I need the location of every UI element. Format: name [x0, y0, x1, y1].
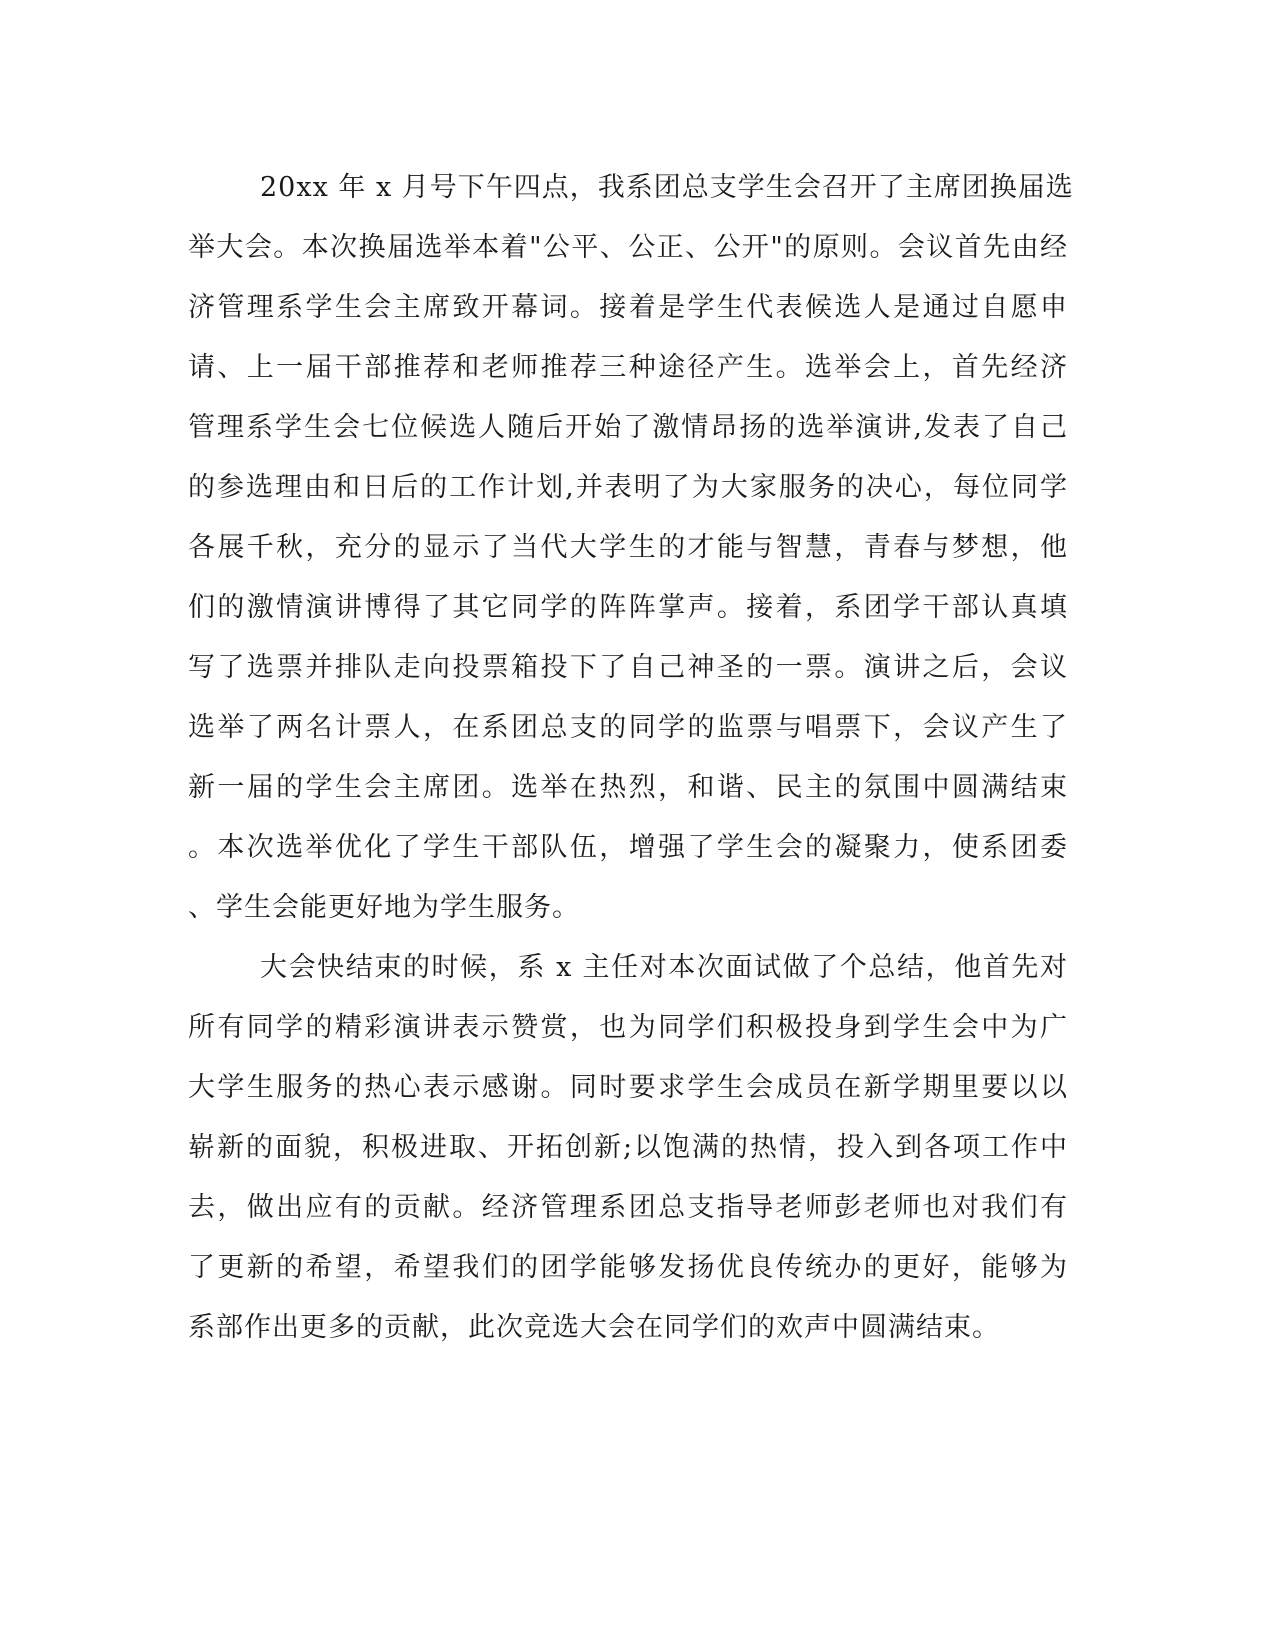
paragraph-line: 各展千秋，充分的显示了当代大学生的才能与智慧，青春与梦想，他 [188, 532, 1068, 563]
paragraph-line: 去，做出应有的贡献。经济管理系团总支指导老师彭老师也对我们有 [188, 1192, 1068, 1223]
paragraph-line: 的参选理由和日后的工作计划,并表明了为大家服务的决心，每位同学 [188, 472, 1068, 503]
paragraph-2 [188, 938, 1068, 1358]
paragraph-line: 们的激情演讲博得了其它同学的阵阵掌声。接着，系团学干部认真填 [188, 592, 1068, 623]
document-body [188, 158, 1074, 1358]
paragraph-line: 新一届的学生会主席团。选举在热烈，和谐、民主的氛围中圆满结束 [188, 772, 1068, 803]
paragraph-line: 。本次选举优化了学生干部队伍，增强了学生会的凝聚力，使系团委 [188, 832, 1068, 863]
paragraph-line: 了更新的希望，希望我们的团学能够发扬优良传统办的更好，能够为 [188, 1252, 1068, 1283]
paragraph-line: 崭新的面貌，积极进取、开拓创新;以饱满的热情，投入到各项工作中 [188, 1132, 1068, 1163]
paragraph-line: 选举了两名计票人，在系团总支的同学的监票与唱票下，会议产生了 [188, 712, 1068, 743]
paragraph-line: 济管理系学生会主席致开幕词。接着是学生代表候选人是通过自愿申 [188, 292, 1068, 323]
paragraph-line: 举大会。本次换届选举本着"公平、公正、公开"的原则。会议首先由经 [188, 232, 1068, 263]
paragraph-line: 请、上一届干部推荐和老师推荐三种途径产生。选举会上，首先经济 [188, 352, 1068, 383]
paragraph-line: 所有同学的精彩演讲表示赞赏，也为同学们积极投身到学生会中为广 [188, 1012, 1068, 1043]
paragraph-line: 写了选票并排队走向投票箱投下了自己神圣的一票。演讲之后，会议 [188, 652, 1068, 683]
paragraph-line: 、学生会能更好地为学生服务。 [188, 892, 580, 923]
paragraph-line: 大会快结束的时候，系 x 主任对本次面试做了个总结，他首先对 [260, 952, 1068, 983]
paragraph-line: 20xx 年 x 月号下午四点，我系团总支学生会召开了主席团换届选 [260, 172, 1074, 203]
paragraph-line: 大学生服务的热心表示感谢。同时要求学生会成员在新学期里要以以 [188, 1072, 1068, 1103]
paragraph-line: 系部作出更多的贡献，此次竞选大会在同学们的欢声中圆满结束。 [188, 1312, 1000, 1343]
paragraph-1 [188, 158, 1074, 938]
paragraph-line: 管理系学生会七位候选人随后开始了激情昂扬的选举演讲,发表了自己 [188, 412, 1068, 443]
